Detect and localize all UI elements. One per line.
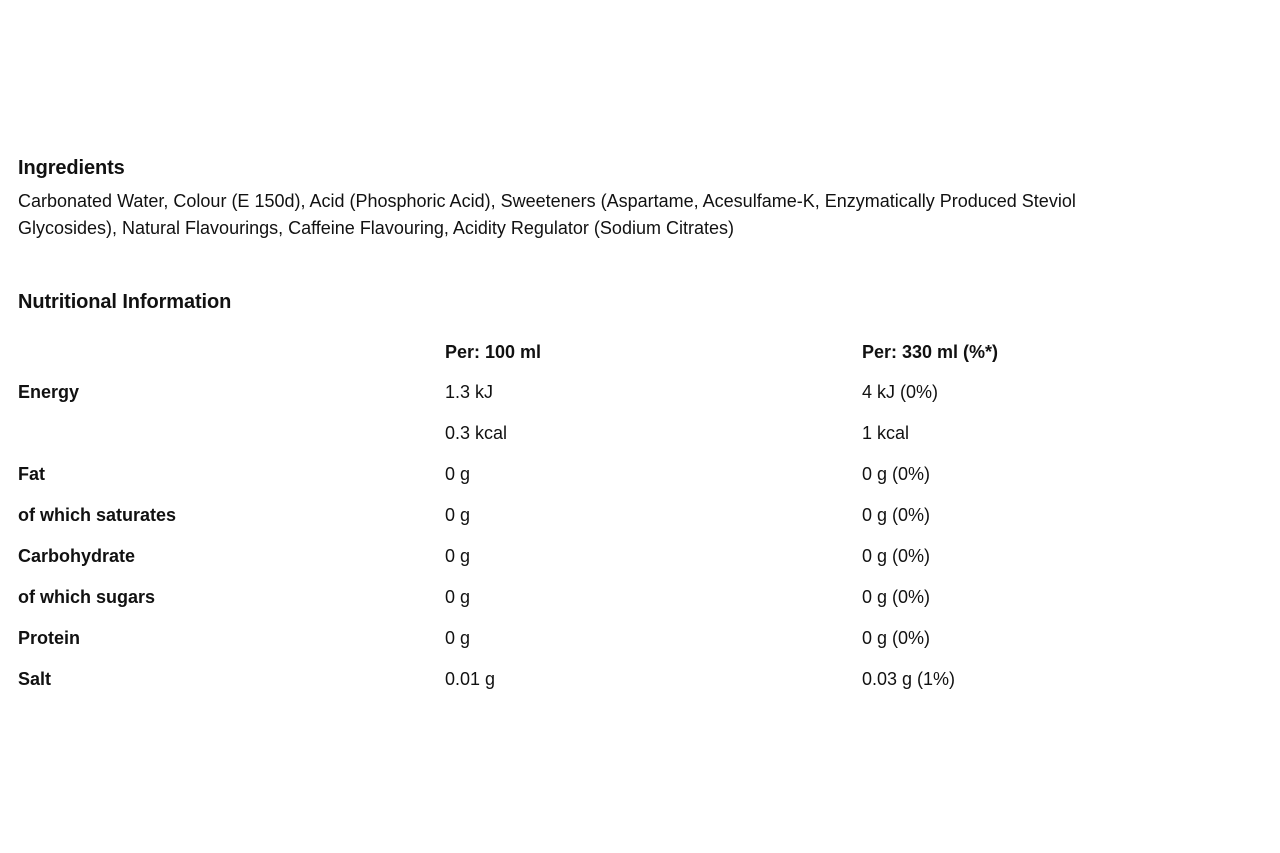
nutrition-table-header (18, 332, 1118, 372)
product-info-page (18, 152, 1273, 700)
table-row (18, 454, 1118, 495)
nutrient-label: Salt (18, 669, 52, 689)
per-330ml-value: 1 kcal (862, 423, 910, 443)
ingredients-line-1: Carbonated Water, Colour (E 150d), Acid (Phosphoric Acid), Sweeteners (Aspartame, Acesulfame-K, Enzymatically Produced Steviol (18, 191, 1076, 211)
nutrient-label: of which saturates (18, 505, 177, 525)
per-330ml-value: 0 g (0%) (862, 628, 931, 648)
nutrient-label: Fat (18, 464, 45, 484)
per-330ml-value: 0 g (0%) (862, 464, 931, 484)
per-100ml-value: 0 g (445, 464, 471, 484)
per-100ml-value: 0 g (445, 628, 471, 648)
nutrition-heading: Nutritional Information (18, 291, 232, 313)
per-330ml-value: 0 g (0%) (862, 546, 931, 566)
table-row (18, 577, 1118, 618)
per-330ml-value: 0.03 g (1%) (862, 669, 956, 689)
per-330ml-value: 0 g (0%) (862, 505, 931, 525)
ingredients-list (18, 188, 1273, 242)
per-330ml-value: 0 g (0%) (862, 587, 931, 607)
table-row (18, 372, 1118, 413)
nutrient-label: Energy (18, 382, 80, 402)
column-header-per-100ml: Per: 100 ml (445, 341, 542, 362)
table-row (18, 659, 1118, 700)
table-row (18, 536, 1118, 577)
per-100ml-value: 0.01 g (445, 669, 496, 689)
nutrient-label: Carbohydrate (18, 546, 136, 566)
table-row (18, 618, 1118, 659)
per-330ml-value: 4 kJ (0%) (862, 382, 939, 402)
ingredients-heading: Ingredients (18, 157, 125, 179)
column-header-per-330ml: Per: 330 ml (%*) (862, 341, 999, 362)
per-100ml-value: 0 g (445, 587, 471, 607)
table-row (18, 495, 1118, 536)
nutrition-table (18, 332, 1118, 700)
ingredients-line-2: Glycosides), Natural Flavourings, Caffeine Flavouring, Acidity Regulator (Sodium Citrates) (18, 218, 734, 238)
table-row (18, 413, 1118, 454)
nutrient-label: of which sugars (18, 587, 156, 607)
per-100ml-value: 0 g (445, 505, 471, 525)
per-100ml-value: 0.3 kcal (445, 423, 508, 443)
nutrient-label: Protein (18, 628, 81, 648)
per-100ml-value: 0 g (445, 546, 471, 566)
per-100ml-value: 1.3 kJ (445, 382, 494, 402)
